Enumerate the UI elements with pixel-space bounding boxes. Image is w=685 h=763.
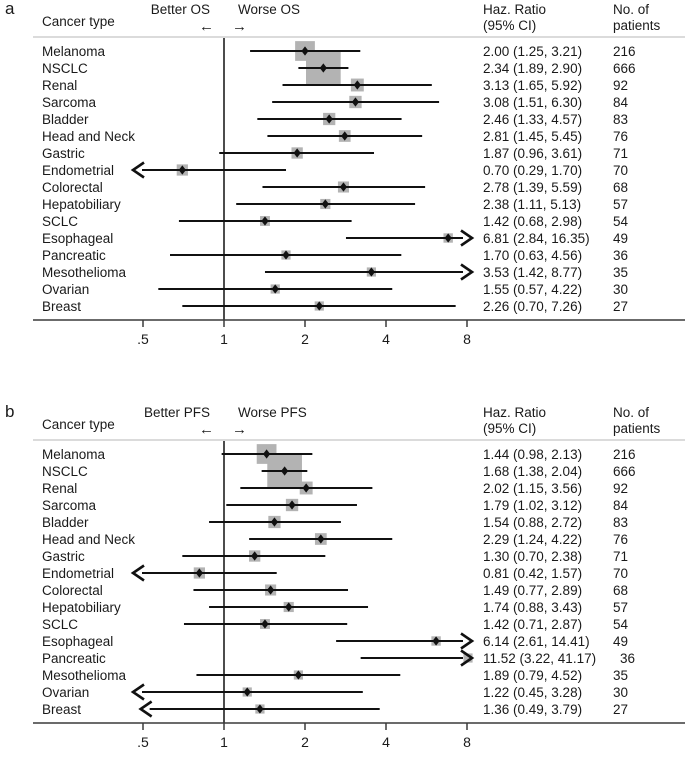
patient-count: 30 <box>613 282 629 297</box>
cancer-type-label: NSCLC <box>42 61 88 76</box>
x-axis-tick-label: 4 <box>382 331 390 347</box>
x-axis-tick-label: 8 <box>463 734 471 750</box>
forest-row <box>298 63 348 72</box>
cancer-type-label: Endometrial <box>42 566 115 581</box>
forest-row <box>209 602 368 611</box>
header-patients: patients <box>613 18 661 33</box>
hazard-ratio-value: 11.52 (3.22, 41.17) <box>483 651 597 666</box>
hazard-ratio-value: 1.79 (1.02, 3.12) <box>483 498 583 513</box>
patient-count: 70 <box>613 163 629 178</box>
x-axis-tick-label: 8 <box>463 331 471 347</box>
patient-count: 30 <box>613 685 629 700</box>
cancer-type-label: Bladder <box>42 515 89 530</box>
cancer-type-label: Gastric <box>42 146 85 161</box>
cancer-type-label: Pancreatic <box>42 651 106 666</box>
patient-count: 49 <box>613 634 629 649</box>
hazard-ratio-value: 2.02 (1.15, 3.56) <box>483 481 583 496</box>
patient-count: 71 <box>613 146 629 161</box>
cancer-type-label: SCLC <box>42 617 79 632</box>
patient-count: 68 <box>613 180 629 195</box>
header-better: Better PFS <box>143 405 210 420</box>
cancer-type-label: Ovarian <box>42 282 90 297</box>
patient-count: 35 <box>613 265 629 280</box>
cancer-type-label: Bladder <box>42 112 89 127</box>
cancer-type-label: Hepatobiliary <box>42 197 121 212</box>
forest-plot-panel-b <box>0 403 685 763</box>
worse-direction-arrow-icon: → <box>232 421 247 438</box>
forest-row <box>141 702 380 717</box>
header-haz-ratio: Haz. Ratio <box>483 2 547 17</box>
patient-count: 36 <box>613 248 629 263</box>
cancer-type-label: Breast <box>42 299 82 314</box>
header-worse: Worse OS <box>238 2 301 17</box>
forest-plot-panel-a <box>0 0 685 360</box>
patient-count: 92 <box>613 481 629 496</box>
forest-row <box>158 284 392 293</box>
forest-row <box>240 483 372 492</box>
hazard-ratio-value: 1.36 (0.49, 3.79) <box>483 702 583 717</box>
forest-row <box>257 114 401 123</box>
header-no-of: No. of <box>613 405 650 420</box>
cancer-type-label: Gastric <box>42 549 85 564</box>
header-better: Better OS <box>150 2 210 17</box>
forest-chart-a <box>0 0 685 360</box>
patient-count: 71 <box>613 549 629 564</box>
patient-count: 76 <box>613 129 629 144</box>
patient-count: 27 <box>613 299 629 314</box>
hazard-ratio-value: 2.00 (1.25, 3.21) <box>483 44 583 59</box>
patient-count: 216 <box>613 44 636 59</box>
cancer-type-label: Renal <box>42 78 78 93</box>
hazard-ratio-value: 1.42 (0.71, 2.87) <box>483 617 583 632</box>
hazard-ratio-value: 2.78 (1.39, 5.59) <box>483 180 583 195</box>
header-no-of: No. of <box>613 2 650 17</box>
better-direction-arrow-icon: ← <box>199 18 214 35</box>
panel-a-letter: a <box>5 0 15 18</box>
patient-count: 57 <box>613 600 629 615</box>
better-direction-arrow-icon: ← <box>199 421 214 438</box>
cancer-type-label: Melanoma <box>42 447 106 462</box>
forest-row <box>196 670 400 679</box>
forest-row <box>133 685 363 700</box>
forest-row <box>283 80 432 89</box>
panel-b-letter: b <box>5 402 15 421</box>
cancer-type-label: Sarcoma <box>42 498 97 513</box>
patient-count: 36 <box>620 651 636 666</box>
cancer-type-label: Renal <box>42 481 78 496</box>
hazard-ratio-value: 1.74 (0.88, 3.43) <box>483 600 583 615</box>
forest-row <box>209 517 341 526</box>
forest-row <box>265 265 472 280</box>
cancer-type-label: Sarcoma <box>42 95 97 110</box>
hazard-ratio-value: 2.29 (1.24, 4.22) <box>483 532 583 547</box>
hazard-ratio-value: 2.81 (1.45, 5.45) <box>483 129 583 144</box>
hazard-ratio-value: 1.49 (0.77, 2.89) <box>483 583 583 598</box>
header-haz-ratio-ci: (95% CI) <box>483 421 537 436</box>
forest-row <box>184 619 347 628</box>
forest-row <box>236 199 415 208</box>
x-axis-tick-label: .5 <box>137 734 149 750</box>
hazard-ratio-value: 1.54 (0.88, 2.72) <box>483 515 583 530</box>
cancer-type-label: Head and Neck <box>42 129 136 144</box>
header-patients: patients <box>613 421 661 436</box>
hazard-ratio-value: 6.81 (2.84, 16.35) <box>483 231 590 246</box>
hazard-ratio-value: 3.08 (1.51, 6.30) <box>483 95 583 110</box>
cancer-type-label: Melanoma <box>42 44 106 59</box>
x-axis-tick-label: 1 <box>220 734 228 750</box>
patient-count: 83 <box>613 515 629 530</box>
patient-count: 27 <box>613 702 629 717</box>
cancer-type-label: Endometrial <box>42 163 115 178</box>
cancer-type-label: Esophageal <box>42 634 114 649</box>
cancer-type-label: Pancreatic <box>42 248 106 263</box>
patient-count: 54 <box>613 214 629 229</box>
patient-count: 57 <box>613 197 629 212</box>
hazard-ratio-value: 1.22 (0.45, 3.28) <box>483 685 583 700</box>
forest-row <box>226 500 357 509</box>
cancer-type-label: Mesothelioma <box>42 265 127 280</box>
forest-row <box>249 534 392 543</box>
hazard-ratio-value: 3.53 (1.42, 8.77) <box>483 265 583 280</box>
header-haz-ratio: Haz. Ratio <box>483 405 547 420</box>
forest-row <box>193 585 348 594</box>
forest-row <box>361 651 472 666</box>
hazard-ratio-value: 1.42 (0.68, 2.98) <box>483 214 583 229</box>
hazard-ratio-value: 1.30 (0.70, 2.38) <box>483 549 583 564</box>
cancer-type-label: SCLC <box>42 214 79 229</box>
hazard-ratio-value: 2.46 (1.33, 4.57) <box>483 112 583 127</box>
forest-row <box>170 250 401 259</box>
patient-count: 68 <box>613 583 629 598</box>
header-haz-ratio-ci: (95% CI) <box>483 18 537 33</box>
hazard-ratio-value: 1.70 (0.63, 4.56) <box>483 248 583 263</box>
hazard-ratio-value: 1.44 (0.98, 2.13) <box>483 447 583 462</box>
x-axis-tick-label: 1 <box>220 331 228 347</box>
patient-count: 92 <box>613 78 629 93</box>
cancer-type-label: Colorectal <box>42 180 103 195</box>
hazard-ratio-value: 1.68 (1.38, 2.04) <box>483 464 583 479</box>
hazard-ratio-value: 3.13 (1.65, 5.92) <box>483 78 583 93</box>
forest-row <box>262 182 425 191</box>
forest-row <box>272 97 439 106</box>
patient-count: 84 <box>613 95 629 110</box>
cancer-type-label: Colorectal <box>42 583 103 598</box>
patient-count: 83 <box>613 112 629 127</box>
patient-count: 666 <box>613 61 636 76</box>
hazard-ratio-value: 1.87 (0.96, 3.61) <box>483 146 583 161</box>
hazard-ratio-value: 2.34 (1.89, 2.90) <box>483 61 583 76</box>
patient-count: 54 <box>613 617 629 632</box>
x-axis-tick-label: .5 <box>137 331 149 347</box>
cancer-type-label: Ovarian <box>42 685 90 700</box>
x-axis-tick-label: 2 <box>301 331 309 347</box>
forest-chart-b <box>0 403 685 763</box>
patient-count: 84 <box>613 498 629 513</box>
patient-count: 49 <box>613 231 629 246</box>
worse-direction-arrow-icon: → <box>232 18 247 35</box>
forest-row <box>267 131 422 140</box>
hazard-ratio-value: 1.89 (0.79, 4.52) <box>483 668 583 683</box>
hazard-ratio-value: 0.81 (0.42, 1.57) <box>483 566 583 581</box>
cancer-type-label: Head and Neck <box>42 532 136 547</box>
cancer-type-label: Breast <box>42 702 82 717</box>
hazard-ratio-value: 2.26 (0.70, 7.26) <box>483 299 583 314</box>
forest-row <box>336 634 472 649</box>
x-axis-tick-label: 2 <box>301 734 309 750</box>
forest-row <box>250 46 360 55</box>
patient-count: 76 <box>613 532 629 547</box>
header-worse: Worse PFS <box>238 405 307 420</box>
patient-count: 666 <box>613 464 636 479</box>
forest-row <box>219 148 374 157</box>
hazard-ratio-value: 2.38 (1.11, 5.13) <box>483 197 582 212</box>
patient-count: 35 <box>613 668 629 683</box>
cancer-type-label: Mesothelioma <box>42 668 127 683</box>
hazard-ratio-value: 6.14 (2.61, 14.41) <box>483 634 590 649</box>
patient-count: 70 <box>613 566 629 581</box>
hazard-ratio-value: 1.55 (0.57, 4.22) <box>483 282 583 297</box>
forest-row <box>346 231 472 246</box>
header-cancer-type: Cancer type <box>42 417 115 432</box>
patient-count: 216 <box>613 447 636 462</box>
forest-row <box>179 216 352 225</box>
forest-row <box>182 551 325 560</box>
hazard-ratio-value: 0.70 (0.29, 1.70) <box>483 163 583 178</box>
header-cancer-type: Cancer type <box>42 14 115 29</box>
cancer-type-label: Esophageal <box>42 231 114 246</box>
forest-row <box>133 163 286 178</box>
cancer-type-label: Hepatobiliary <box>42 600 121 615</box>
cancer-type-label: NSCLC <box>42 464 88 479</box>
x-axis-tick-label: 4 <box>382 734 390 750</box>
